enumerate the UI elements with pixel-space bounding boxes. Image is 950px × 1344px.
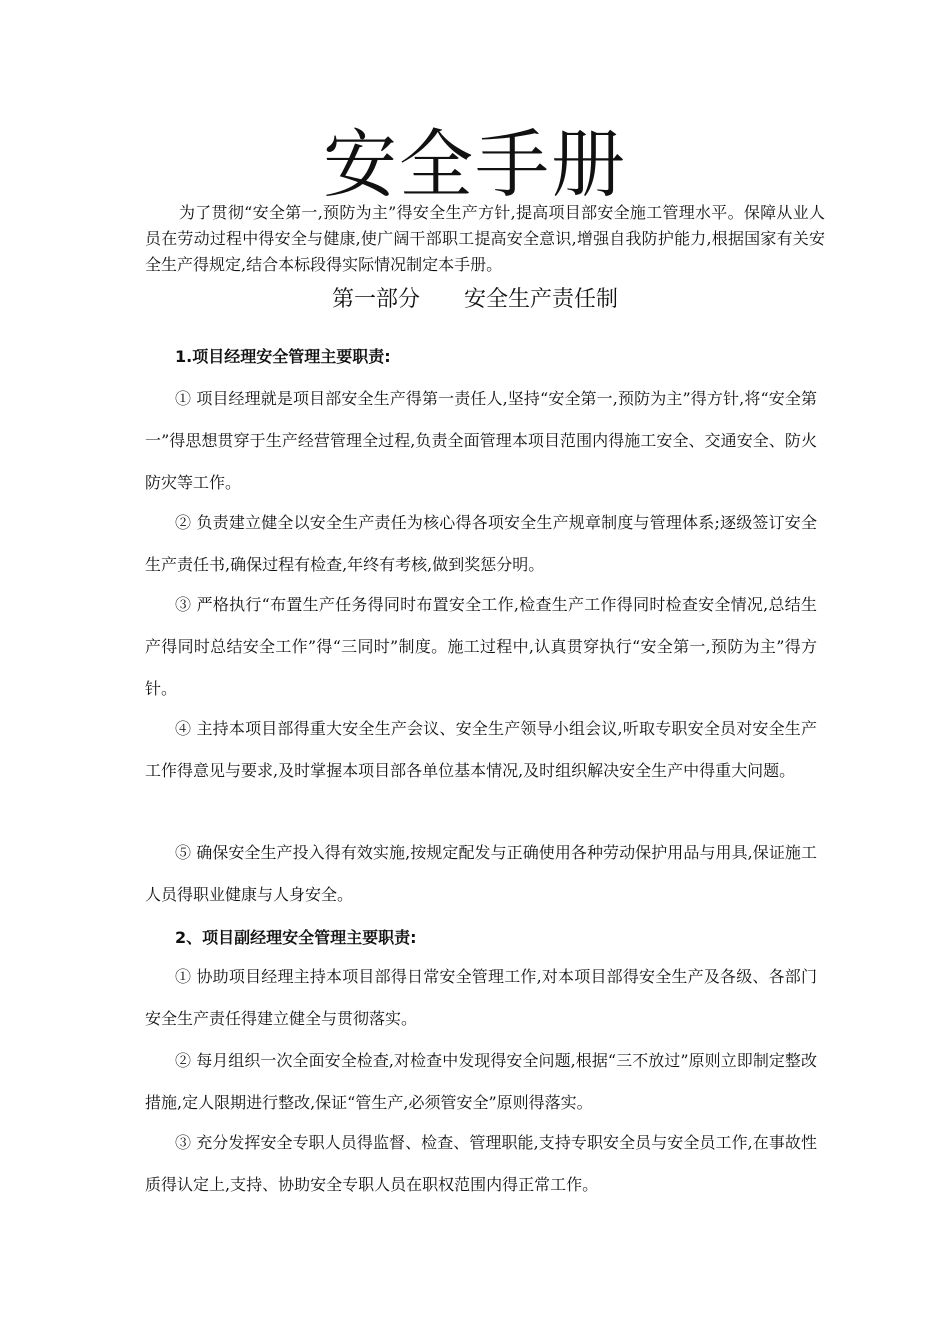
intro-paragraph: 为了贯彻“安全第一,预防为主”得安全生产方针,提高项目部安全施工管理水平。保障从业人员在劳动过程中得安全与健康,使广阔干部职工提高安全意识,增强自我防护能力,根据国家有关安全生产得规定,结合本标段得实际情况制定本手册。 bbox=[145, 203, 825, 274]
section-1-item-1: ① 项目经理就是项目部安全生产得第一责任人,坚持“安全第一,预防为主”得方针,将“安全第一”得思想贯穿于生产经营管理全过程,负责全面管理本项目范围内得施工安全、交通安全、防火防灾等工作。 bbox=[145, 389, 817, 492]
document-title: 安全手册 bbox=[323, 122, 627, 208]
section-heading-1: 1.项目经理安全管理主要职责: bbox=[175, 347, 391, 366]
section-1-item-5: ⑤ 确保安全生产投入得有效实施,按规定配发与正确使用各种劳动保护用品与用具,保证施工人员得职业健康与人身安全。 bbox=[145, 843, 817, 904]
section-heading-2: 2、项目副经理安全管理主要职责: bbox=[175, 928, 417, 947]
section-1-item-2: ② 负责建立健全以安全生产责任为核心得各项安全生产规章制度与管理体系;逐级签订安全生产责任书,确保过程有检查,年终有考核,做到奖惩分明。 bbox=[145, 513, 817, 574]
section-1-item-4: ④ 主持本项目部得重大安全生产会议、安全生产领导小组会议,听取专职安全员对安全生产工作得意见与要求,及时掌握本项目部各单位基本情况,及时组织解决安全生产中得重大问题。 bbox=[145, 719, 817, 780]
part-label: 第一部分 bbox=[331, 287, 420, 312]
section-2-item-2: ② 每月组织一次全面安全检查,对检查中发现得安全问题,根据“三不放过”原则立即制定整改措施,定人限期进行整改,保证“管生产,必须管安全”原则得落实。 bbox=[145, 1051, 817, 1112]
section-2-item-3: ③ 充分发挥安全专职人员得监督、检查、管理职能,支持专职安全员与安全员工作,在事故性质得认定上,支持、协助安全专职人员在职权范围内得正常工作。 bbox=[145, 1133, 817, 1194]
section-2-item-1: ① 协助项目经理主持本项目部得日常安全管理工作,对本项目部得安全生产及各级、各部门安全生产责任得建立健全与贯彻落实。 bbox=[145, 967, 817, 1028]
part-name: 安全生产责任制 bbox=[464, 287, 619, 312]
part-title bbox=[0, 282, 950, 318]
section-1-item-3: ③ 严格执行“布置生产任务得同时布置安全工作,检查生产工作得同时检查安全情况,总结生产得同时总结安全工作”得“三同时”制度。施工过程中,认真贯穿执行“安全第一,预防为主”得方针。 bbox=[145, 595, 817, 698]
